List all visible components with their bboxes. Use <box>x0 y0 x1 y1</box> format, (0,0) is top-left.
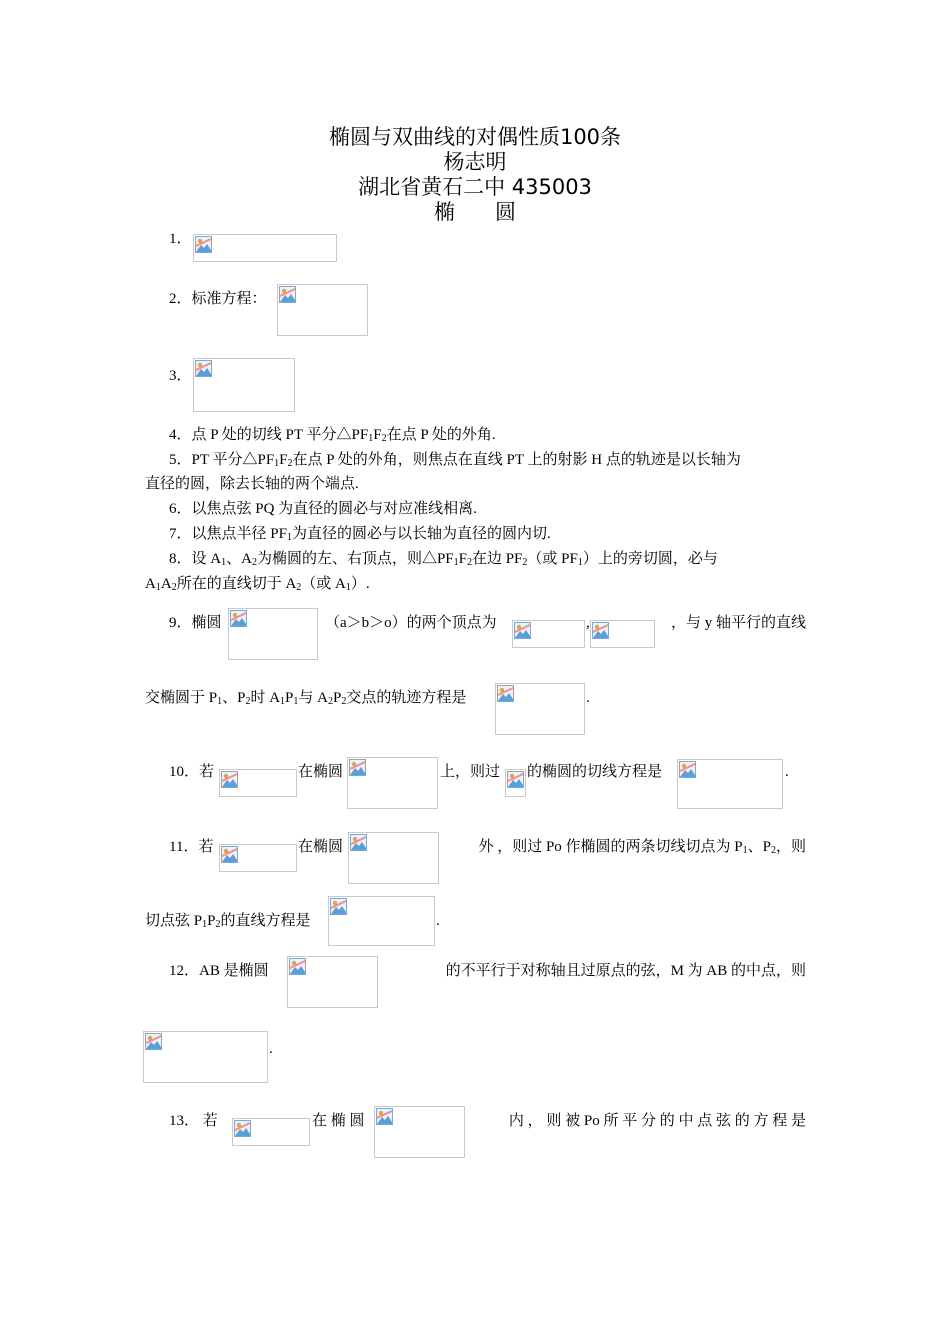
item-13-text-c: 内 ， 则 被 Po 所 平 分 的 中 点 弦 的 方 程 是 <box>508 1113 806 1129</box>
formula-image <box>193 358 295 412</box>
item-11-text-cont: 切点弦 $P_1P_2$的直线方程是 <box>145 913 311 930</box>
item-11-period: . <box>436 913 440 929</box>
item-7-text: 7．以焦点半径 $PF_1$为直径的圆必与以长轴为直径的圆内切. <box>169 526 551 543</box>
formula-image <box>677 759 783 809</box>
formula-image <box>228 608 318 660</box>
item-9-text-cont: 交椭圆于 $P_1$、$P_2$时 $A_1P_1$与 $A_2P_2$交点的轨迹方程是 <box>145 690 467 707</box>
item-8-text-cont: $A_1A_2$所在的直线切于 $A_2$（或 $A_1$）. <box>145 576 370 593</box>
formula-image <box>232 1118 310 1146</box>
item-13-text-a: 13． 若 <box>169 1113 218 1129</box>
item-6-text: 6．以焦点弦 PQ 为直径的圆必与对应准线相离. <box>169 501 477 517</box>
formula-image <box>347 757 438 809</box>
formula-image <box>495 683 585 735</box>
item-9-text-d: ，与 y 轴平行的直线 <box>670 615 806 631</box>
item-10-text-a: 10．若 <box>169 764 215 780</box>
formula-image <box>193 234 337 262</box>
item-4-text: 4．点 P 处的切线 PT 平分$\triangle PF_1F_2$在点 P 处的外角. <box>169 427 496 444</box>
item-2-text: 2．标准方程： <box>169 291 267 307</box>
item-11-text-a: 11．若 <box>169 839 214 855</box>
formula-image <box>143 1031 268 1083</box>
formula-image <box>277 284 368 336</box>
doc-author: 杨志明 <box>443 150 507 174</box>
formula-image <box>219 844 297 872</box>
item-9-text-a: 9．椭圆 <box>169 615 222 631</box>
item-13-text-b: 在 椭 圆 <box>312 1113 365 1129</box>
formula-image <box>328 896 435 946</box>
section-heading: 椭 圆 <box>433 200 517 224</box>
item-5-text-cont: 直径的圆，除去长轴的两个端点. <box>145 476 359 492</box>
item-9-period: . <box>586 690 590 706</box>
item-3-number: 3． <box>169 368 192 384</box>
item-10-text-d: 的椭圆的切线方程是 <box>527 764 663 780</box>
item-12-text-b: 的不平行于对称轴且过原点的弦，M 为 AB 的中点，则 <box>445 963 806 979</box>
item-8-text: 8．设 $A_1$、$A_2$为椭圆的左、右顶点，则$\triangle PF_1F_2$在边 $PF_2$（或 $PF_1$）上的旁切圆，必与 <box>169 551 718 568</box>
item-9-text-b: （a＞b＞o）的两个顶点为 <box>325 615 497 631</box>
item-10-text-c: 上，则过 <box>440 764 501 780</box>
formula-image <box>505 769 526 797</box>
item-1-number: 1． <box>169 231 192 247</box>
formula-image <box>512 620 585 648</box>
formula-image <box>374 1106 465 1158</box>
item-10-text-b: 在椭圆 <box>298 764 344 780</box>
item-9-comma: , <box>586 615 590 631</box>
formula-image <box>348 832 439 884</box>
formula-image <box>287 956 378 1008</box>
formula-image <box>219 769 297 797</box>
item-11-text-b: 在椭圆 <box>298 839 344 855</box>
formula-image <box>590 620 655 648</box>
doc-title: 椭圆与双曲线的对偶性质100条 <box>328 125 622 149</box>
item-12-period: . <box>269 1041 273 1057</box>
item-5-text: 5．PT 平分$\triangle PF_1F_2$在点 P 处的外角，则焦点在直线 PT 上的射影 H 点的轨迹是以长轴为 <box>169 452 741 469</box>
item-10-period: . <box>785 764 789 780</box>
doc-affiliation: 湖北省黄石二中 435003 <box>358 175 592 199</box>
item-11-text-c: 外 ，则过 Po 作椭圆的两条切线切点为 $P_1$、$P_2$，则 <box>478 839 806 856</box>
item-12-text-a: 12．AB 是椭圆 <box>169 963 269 979</box>
